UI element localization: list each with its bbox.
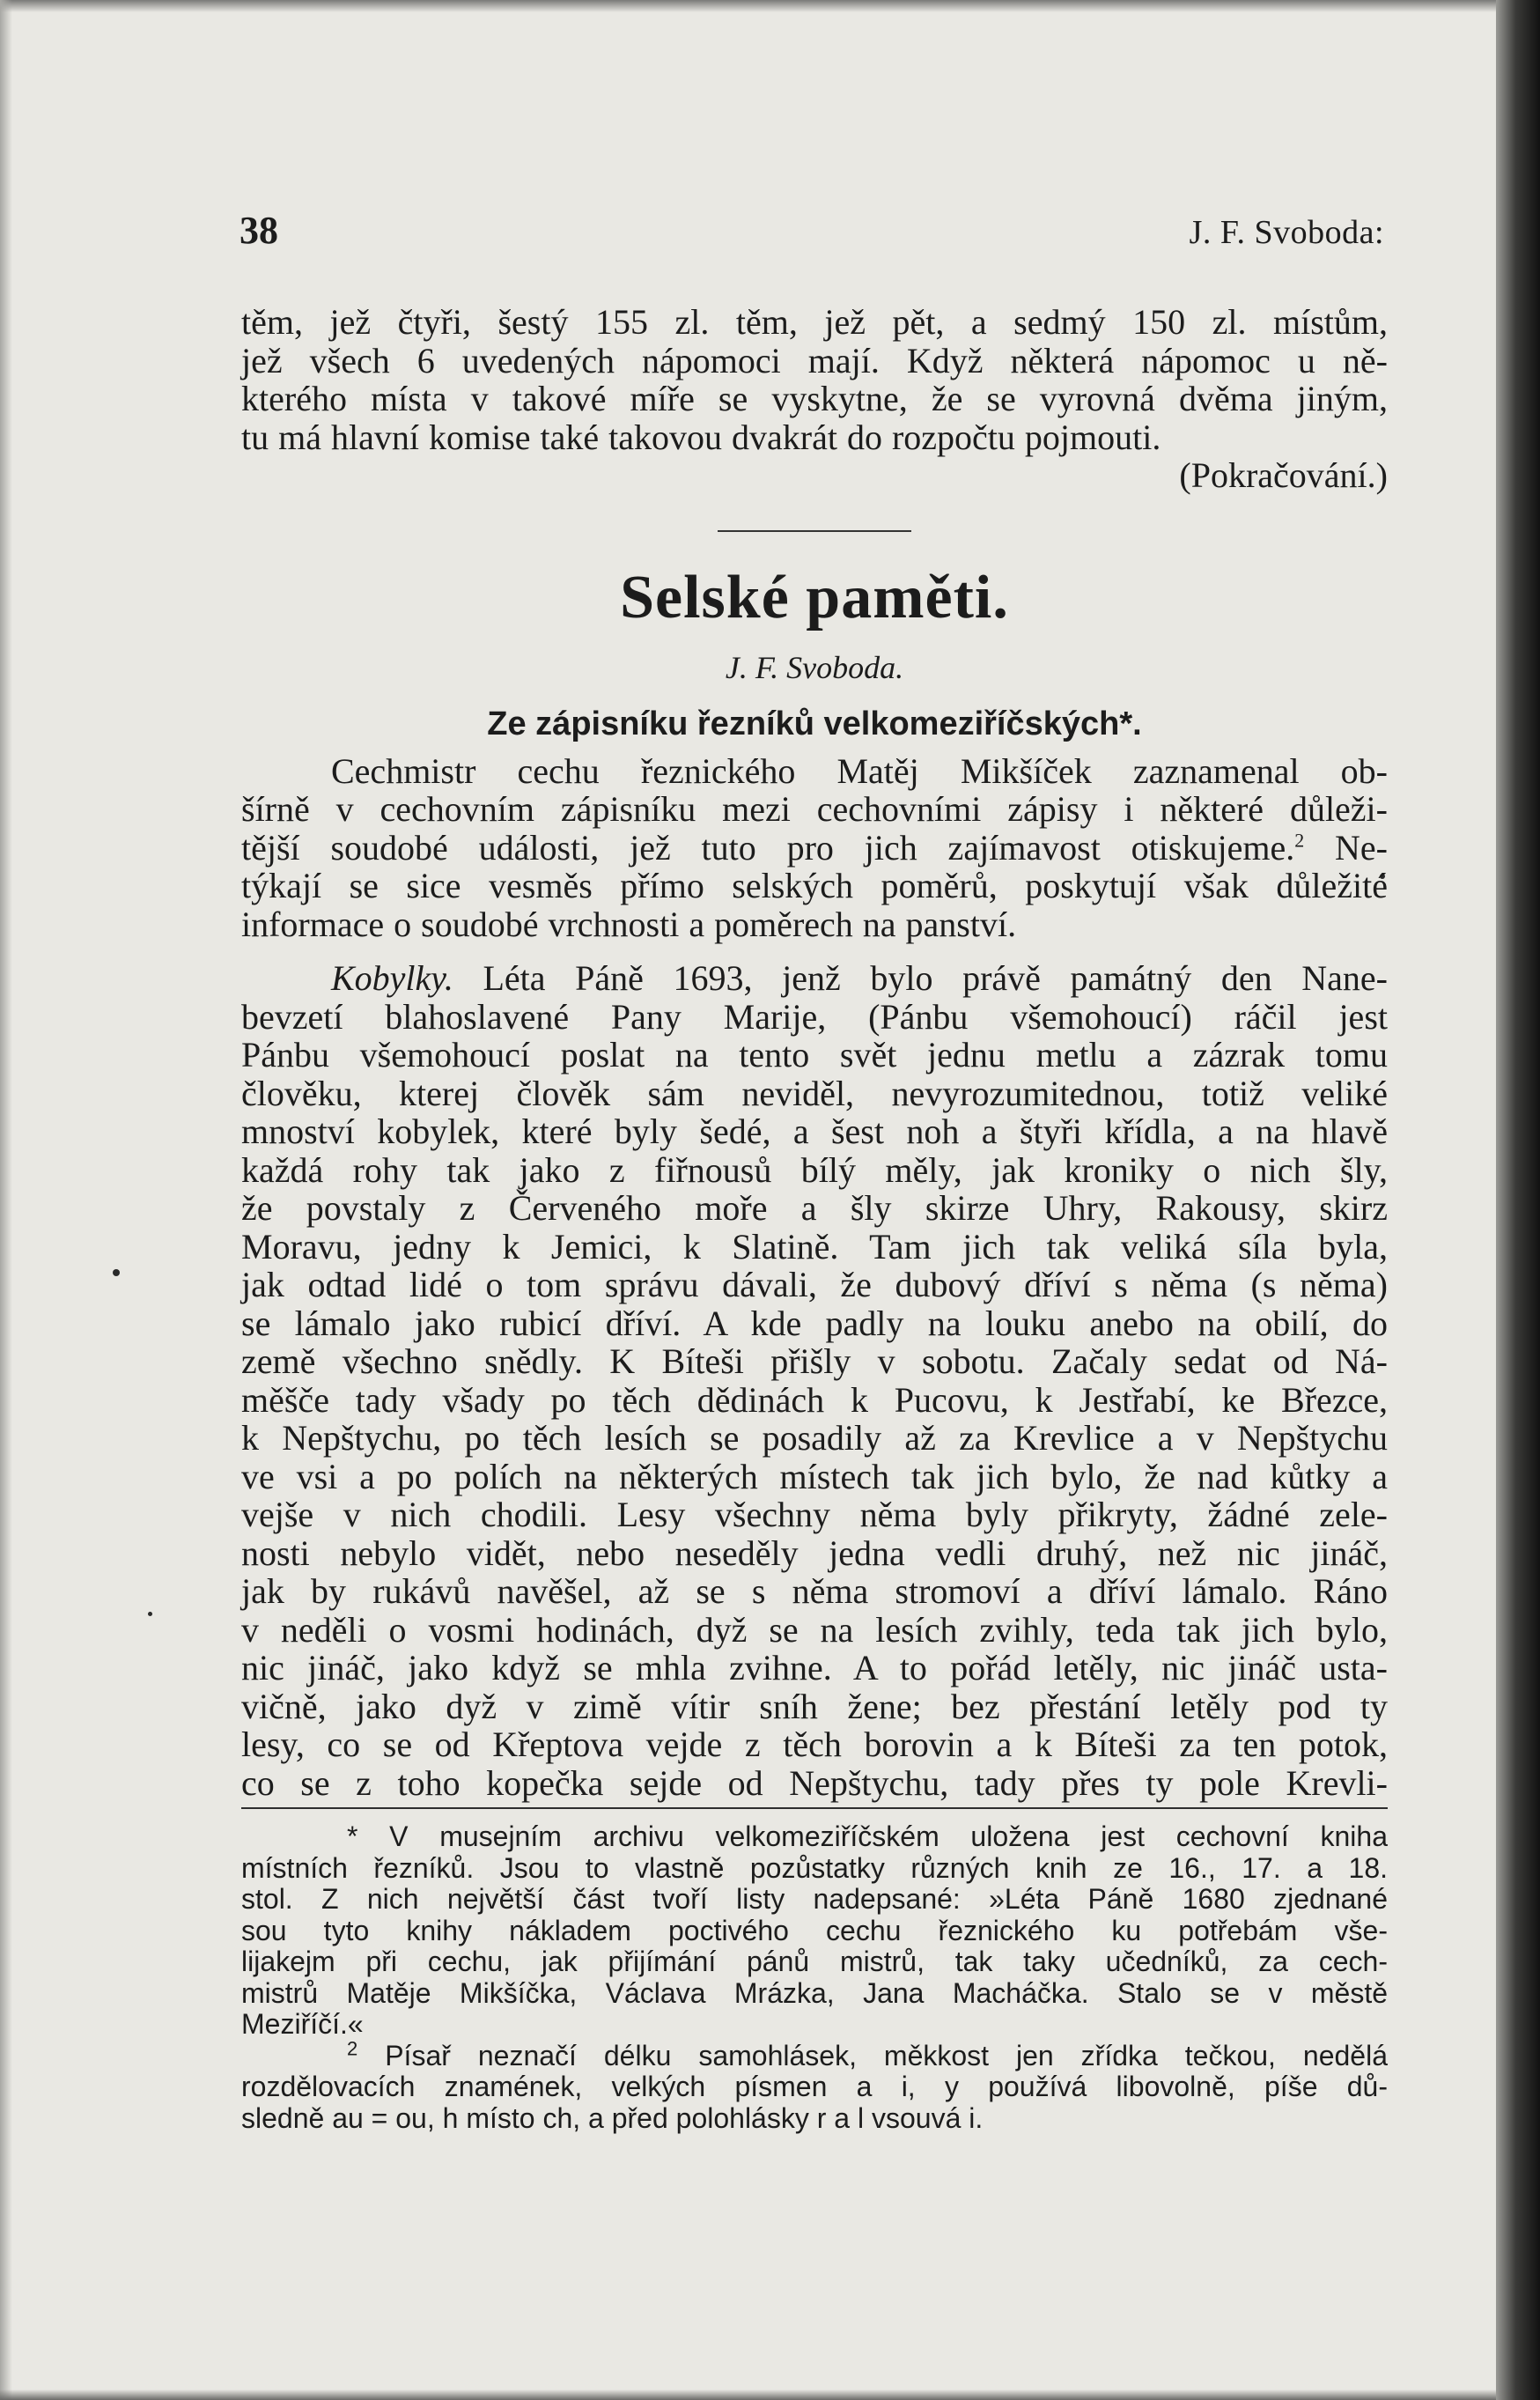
running-head: J. F. Svoboda: <box>1189 214 1384 251</box>
text-line: jak odtad lidé o tom správu dávali, že dubový dříví s něma (s něma) <box>241 1265 1388 1304</box>
text-line: vičně, jako dyž v zimě vítir sníh žene; bez přestání letěly pod ty <box>241 1686 1388 1726</box>
footnote-line: sledně au = ou, h místo ch, a před polohlásky r a l vsouvá i. <box>241 2101 984 2134</box>
continuation-note: (Pokračování.) <box>1179 455 1388 495</box>
footnotes <box>241 1821 1388 2134</box>
text-line: Moravu, jedny k Jemici, k Slatině. Tam jich tak veliká síla byla, <box>241 1226 1388 1266</box>
footnote-line: stol. Z nich největší část tvoří listy nadepsané: »Léta Páně 1680 zjednané <box>241 1883 1388 1915</box>
line-text: tější soudobé události, jež tuto pro jich zajímavost otiskujeme. <box>241 827 1295 868</box>
footnote-line: lijakejm při cechu, jak přijímání pánů mistrů, tak taky učedníků, za cech- <box>241 1946 1388 1977</box>
place-heading: Kobylky. <box>331 958 453 998</box>
text-line: bevzetí blahoslavené Pany Marije, (Pánbu všemohoucí) ráčil jest <box>241 996 1388 1037</box>
text-line: v neděli o vosmi hodinách, dyž se na lesích zvihly, teda tak jich bylo, <box>241 1609 1388 1650</box>
page-header <box>239 208 1384 261</box>
paragraph-kobylky <box>241 959 1388 1802</box>
text-line: měšče tady všady po těch dědinách k Pucovu, k Jestřabí, ke Březce, <box>241 1379 1388 1420</box>
footnote-2 <box>241 2036 1388 2135</box>
text-line: vejše v nich chodili. Lesy všechny něma byly přikryty, žádné zele- <box>241 1495 1388 1534</box>
text-line: že povstaly z Červeného moře a šly skirze Uhry, Rakousy, skirz <box>241 1188 1388 1228</box>
text-line: týkají se sice vesměs přímo selských poměrů, poskytují však důležité <box>241 866 1388 905</box>
article-title: Selské paměti. <box>620 563 1009 631</box>
footnote-line: místních řezníků. Jsou to vlastně pozůstatky různých knih ze 16., 17. a 18. <box>241 1851 1388 1884</box>
scan-edge-right <box>1496 0 1540 2400</box>
text-line: mnoství kobylek, které byly šedé, a šest noh a štyři křídla, a na hlavě <box>241 1111 1388 1151</box>
text-line: těm, jež čtyři, šestý 155 zl. těm, jež pět, a sedmý 150 zl. místům, <box>241 302 1388 342</box>
scan-speck <box>113 1269 120 1276</box>
text-line: co se z toho kopečka sejde od Nepštychu, tady přes ty pole Krevli- <box>241 1762 1388 1803</box>
text-line: země všechno snědly. K Bíteši přišly v sobotu. Začaly sedat od Ná- <box>241 1341 1388 1381</box>
scan-edge-bottom <box>0 2389 1540 2400</box>
text-line: tu má hlavní komise také takovou dvakrát do rozpočtu pojmouti. <box>241 417 1161 457</box>
text-line: informace o soudobé vrchnosti a poměrech na panství. <box>241 904 1017 944</box>
section-separator <box>718 530 911 532</box>
footnote-line: Meziříčí.« <box>241 2008 364 2040</box>
paragraph-intro <box>241 752 1388 944</box>
footnote-ref[interactable]: 2 <box>1294 829 1305 852</box>
previous-article-ending <box>241 303 1388 495</box>
text-line: člověku, kterej člověk sám neviděl, nevyrozumitednou, totiž veliké <box>241 1073 1388 1113</box>
text-line: k Nepštychu, po těch lesích se posadily až za Krevlice a v Nepštychu <box>241 1418 1388 1458</box>
footnote-1 <box>241 1821 1388 2041</box>
text-line <box>241 829 1388 868</box>
footnote-line: * V musejním archivu velkomeziříčském uložena jest cechovní kniha <box>347 1820 1388 1852</box>
scan-edge-left <box>0 0 12 2400</box>
page-number: 38 <box>239 209 278 252</box>
line-text: Ne- <box>1304 827 1388 868</box>
line-text: Léta Páně 1693, jenž bylo právě památný den Nane- <box>453 958 1388 998</box>
text-line: Cechmistr cechu řeznického Matěj Mikšíček zaznamenal ob- <box>331 750 1388 791</box>
text-line: ve vsi a po polích na některých místech tak jich bylo, že nad kůtky a <box>241 1456 1388 1496</box>
footnote-line: rozdělovacích znamének, velkých písmen a i, y používá libovolně, píše dů- <box>241 2071 1388 2102</box>
scan-speck <box>148 1612 152 1616</box>
line-text: Písař neznačí délku samohlásek, měkkost jen zřídka tečkou, nedělá <box>357 2039 1388 2071</box>
article-subtitle: Ze zápisníku řezníků velkomeziříčských*. <box>487 705 1142 742</box>
text-line: každá rohy tak jako z fiřnousů bílý měly, jak kroniky o nich šly, <box>241 1149 1388 1190</box>
text-line: jak by rukávů navěšel, až se s něma stromoví a dříví lámalo. Ráno <box>241 1571 1388 1611</box>
paragraph-gap <box>241 943 1388 959</box>
text-line <box>241 959 1388 998</box>
footnote-mark: 2 <box>347 2036 358 2059</box>
text-line: Pánbu všemohoucí poslat na tento svět jednu metlu a zázrak tomu <box>241 1035 1388 1074</box>
footnote-rule <box>241 1807 1388 1809</box>
text-line: lesy, co se od Křeptova vejde z těch borovin a k Bíteši za ten potok, <box>241 1724 1388 1764</box>
text-line: šírně v cechovním zápisníku mezi cechovními zápisy i některé důleži- <box>241 789 1388 829</box>
text-column <box>241 303 1388 2134</box>
text-line: jež všech 6 uvedených nápomoci mají. Když některá nápomoc u ně- <box>241 340 1388 380</box>
footnote-line <box>241 2036 1388 2072</box>
footnote-line: mistrů Matěje Mikšíčka, Václava Mrázka, Jana Macháčka. Stalo se v městě <box>241 1976 1388 2009</box>
article-author: J. F. Svoboda. <box>725 649 904 685</box>
footnote-line: sou tyto knihy nákladem poctivého cechu řeznického ku potřebám vše- <box>241 1914 1388 1946</box>
text-line: kterého místa v takové míře se vyskytne, že se vyrovná dvěma jiným, <box>241 379 1388 418</box>
text-line: nic jináč, jako když se mhla zvihne. A to pořád letěly, nic jináč usta- <box>241 1648 1388 1687</box>
scan-edge-top <box>0 0 1540 12</box>
text-line: nosti nebylo vidět, nebo neseděly jedna vedli druhý, než nic jináč, <box>241 1532 1388 1573</box>
text-line: se lámalo jako rubicí dříví. A kde padly na louku anebo na obilí, do <box>241 1303 1388 1343</box>
